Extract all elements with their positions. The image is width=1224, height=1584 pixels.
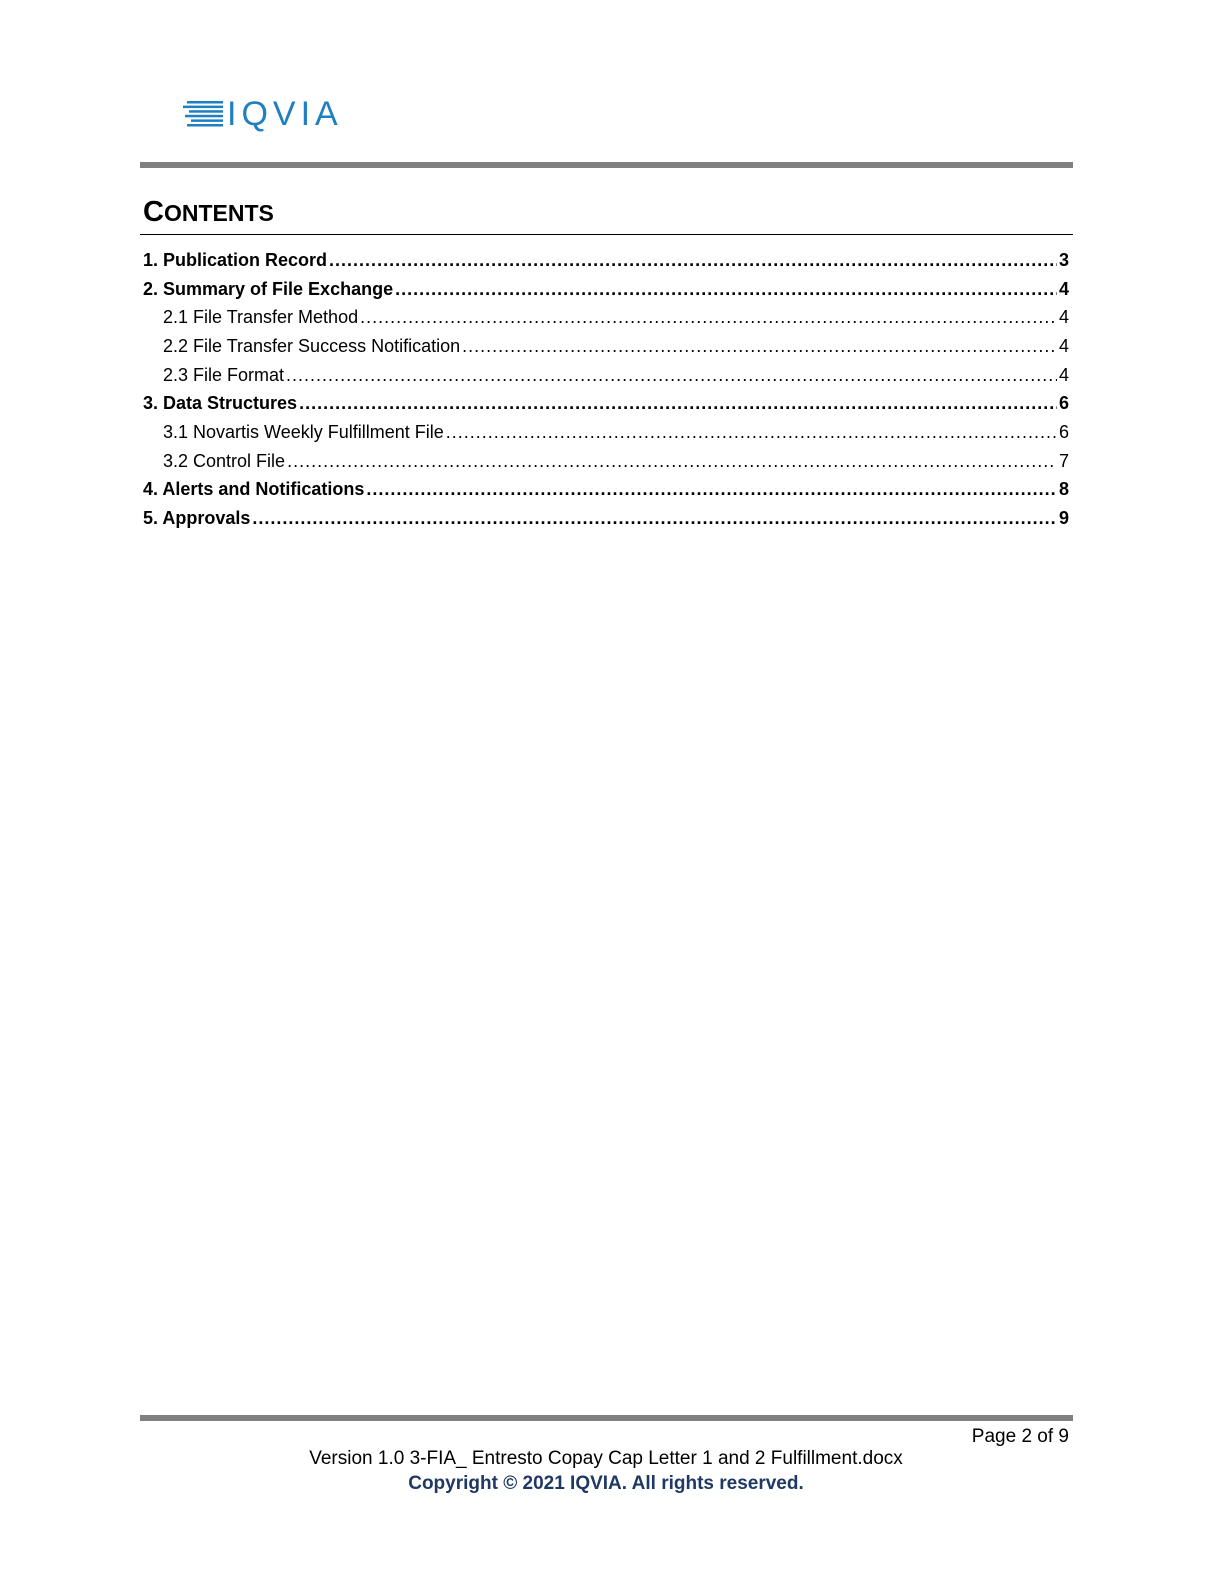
toc-entry-page: 4 <box>1058 364 1069 385</box>
toc-dot-leader <box>462 336 1057 357</box>
toc-entry-title: 5. Approvals <box>143 508 251 529</box>
toc-dot-leader <box>329 250 1057 271</box>
toc-entry-title: 4. Alerts and Notifications <box>143 479 365 500</box>
toc-dot-leader <box>299 393 1057 414</box>
company-logo <box>183 96 343 132</box>
page-title-initial: C <box>143 196 164 228</box>
toc-entry-title: 2. Summary of File Exchange <box>143 278 394 299</box>
page-title-rest: ONTENTS <box>163 200 274 226</box>
toc-entry-page: 8 <box>1058 479 1069 500</box>
toc-entry-page: 7 <box>1058 450 1069 471</box>
footer-rule <box>140 1415 1073 1421</box>
toc-entry-page: 4 <box>1058 335 1069 356</box>
toc-entry-page: 9 <box>1058 508 1069 529</box>
toc-dot-leader <box>395 279 1057 300</box>
toc-dot-leader <box>446 422 1057 443</box>
logo-wordmark: IQVIA <box>227 95 343 133</box>
toc-dot-leader <box>286 365 1057 386</box>
toc-entry-title: 1. Publication Record <box>143 249 328 270</box>
page-title <box>143 198 274 227</box>
toc-entry-page: 6 <box>1058 421 1069 442</box>
toc-dot-leader <box>252 508 1057 529</box>
toc-entry-title: 3.1 Novartis Weekly Fulfillment File <box>163 421 444 442</box>
toc-dot-leader <box>360 307 1057 328</box>
toc-dot-leader <box>366 479 1057 500</box>
toc-entry[interactable] <box>143 275 1069 304</box>
toc-entry-page: 4 <box>1058 278 1069 299</box>
toc-entry[interactable] <box>143 361 1069 390</box>
toc-entry[interactable] <box>143 476 1069 505</box>
header-rule <box>140 162 1073 168</box>
toc-dot-leader <box>287 451 1057 472</box>
toc-entry[interactable] <box>143 447 1069 476</box>
footer-copyright: Copyright © 2021 IQVIA. All rights reserved. <box>408 1473 804 1494</box>
page-number: Page 2 of 9 <box>971 1426 1069 1447</box>
heading-underline <box>140 234 1073 235</box>
toc-entry-page: 3 <box>1058 249 1069 270</box>
toc-entry-title: 2.3 File Format <box>163 364 285 385</box>
logo-lines-icon <box>183 101 223 127</box>
toc-entry-title: 2.2 File Transfer Success Notification <box>163 335 461 356</box>
toc-entry[interactable] <box>143 418 1069 447</box>
toc-entry-title: 2.1 File Transfer Method <box>163 307 359 328</box>
table-of-contents <box>143 246 1069 533</box>
toc-entry[interactable] <box>143 246 1069 275</box>
toc-entry-page: 4 <box>1058 307 1069 328</box>
toc-entry-title: 3. Data Structures <box>143 393 298 414</box>
toc-entry[interactable] <box>143 332 1069 361</box>
toc-entry-title: 3.2 Control File <box>163 450 286 471</box>
toc-entry-page: 6 <box>1058 393 1069 414</box>
toc-entry[interactable] <box>143 504 1069 533</box>
toc-entry[interactable] <box>143 389 1069 418</box>
footer-version-line: Version 1.0 3-FIA_ Entresto Copay Cap Letter 1 and 2 Fulfillment.docx <box>309 1448 903 1469</box>
toc-entry[interactable] <box>143 303 1069 332</box>
